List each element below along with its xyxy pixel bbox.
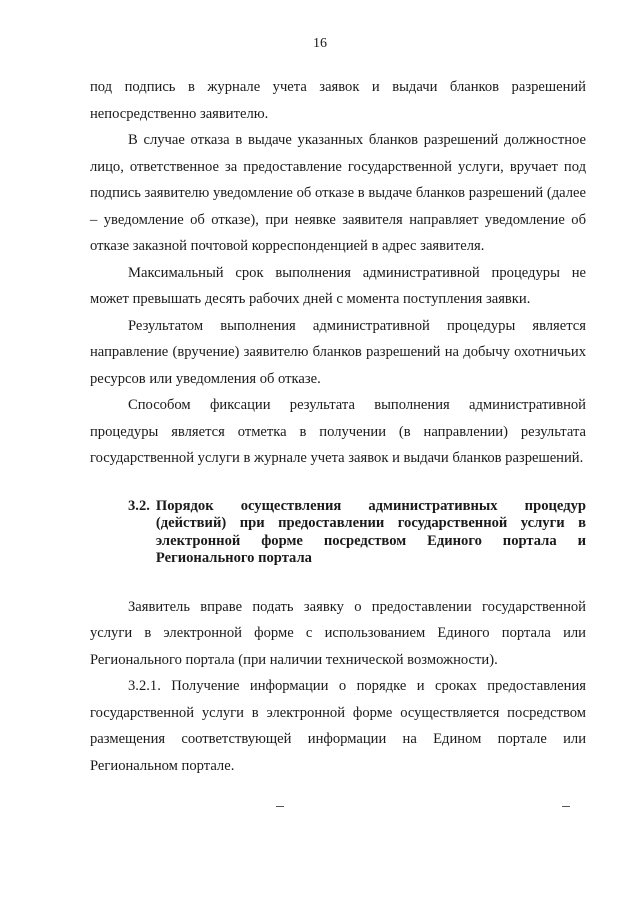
document-body (90, 74, 586, 779)
scan-mark (276, 806, 284, 807)
paragraph: под подпись в журнале учета заявок и выдачи бланков разрешений непосредственно заявителю. (90, 79, 586, 122)
paragraph: Способом фиксации результата выполнения административной процедуры является отметка в получении (в направлении) результата государственной услуги в журнале учета заявок и выдачи бланков разрешений. (90, 397, 586, 466)
paragraph: Результатом выполнения административной процедуры является направление (вручение) заявителю бланков разрешений на добычу охотничьих ресурсов или уведомления об отказе. (90, 317, 586, 387)
paragraph: В случае отказа в выдаче указанных бланков разрешений должностное лицо, ответственное за предоставление государственной услуги, вручает под подпись заявителю уведомление об отказе в выдаче бланков разрешений (далее – уведомление об отказе), при неявке заявителя направляет уведомление об отказе заказной почтовой корреспонденцией в адрес заявителя. (90, 132, 586, 254)
section-number: 3.2. (128, 497, 150, 514)
paragraph: Заявитель вправе подать заявку о предоставлении государственной услуги в электронной форме с использованием Единого портала или Регионального портала (при наличии технической возможности). (90, 598, 586, 668)
page-number: 16 (313, 36, 327, 51)
paragraph: 3.2.1. Получение информации о порядке и сроках предоставления государственной услуги в электронной форме осуществляется посредством размещения соответствующей информации на Едином портале или Региональном портале. (90, 678, 586, 774)
scan-mark (562, 806, 570, 807)
section-title: Порядок осуществления административных процедур (действий) при предоставлении государственной услуги в электронной форме посредством Единого портала и Регионального портала (155, 497, 586, 566)
section-heading (128, 498, 586, 568)
paragraph: Максимальный срок выполнения административной процедуры не может превышать десять рабочих дней с момента поступления заявки. (90, 264, 586, 307)
